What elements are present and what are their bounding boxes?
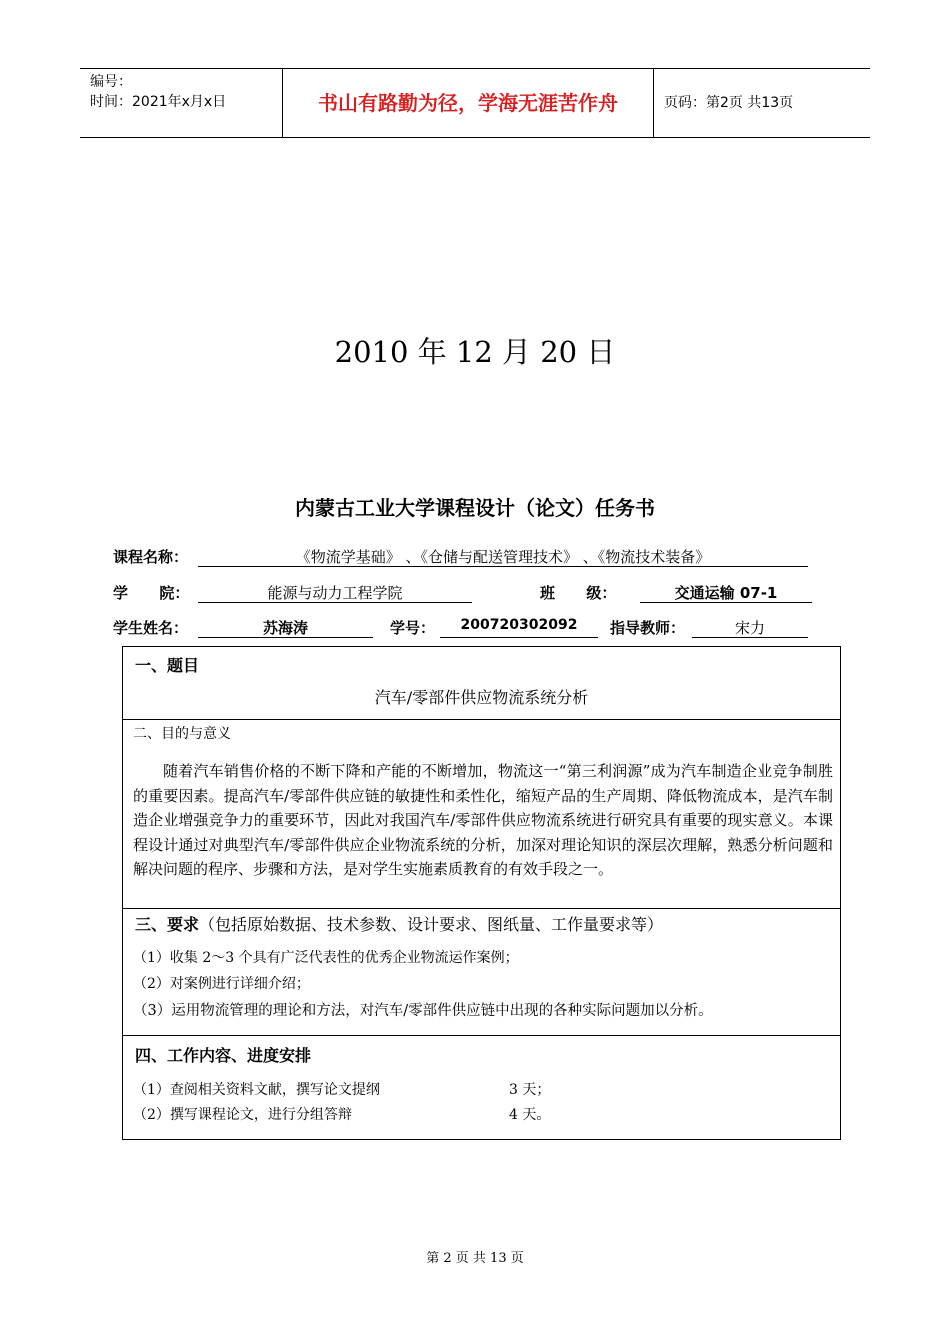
requirement-item: （3）运用物流管理的理论和方法，对汽车/零部件供应链中出现的各种实际问题加以分析。 [133, 1003, 713, 1019]
document-title: 内蒙古工业大学课程设计（论文）任务书 [295, 496, 655, 520]
divider [123, 1035, 840, 1036]
schedule-days: 3 天； [509, 1082, 551, 1098]
date-line: 2010 年 12 月 20 日 [334, 335, 616, 369]
requirement-item: （2）对案例进行详细介绍； [133, 976, 310, 992]
student-id-label: 学号： [390, 619, 436, 637]
class-value: 交通运输 07-1 [640, 582, 812, 603]
section-1-title: 一、题目 [135, 656, 200, 675]
page-header [80, 68, 870, 138]
student-value: 苏海涛 [198, 617, 373, 638]
time-label: 时间：2021年x月x日 [90, 94, 227, 110]
divider [123, 719, 840, 720]
class-label: 班 级： [540, 584, 617, 602]
college-label: 学 院： [113, 584, 190, 602]
divider [123, 908, 840, 909]
student-id-value: 200720302092 [440, 617, 598, 638]
section-3-title-bold: 三、要求 [135, 915, 200, 934]
number-label: 编号： [90, 74, 132, 90]
teacher-value: 宋力 [692, 617, 808, 638]
header-page-label: 页码：第2页 共13页 [664, 95, 794, 111]
teacher-label: 指导教师： [610, 619, 686, 637]
course-label: 课程名称： [113, 548, 189, 566]
purpose-paragraph: 随着汽车销售价格的不断下降和产能的不断增加，物流这一“第三利润源”成为汽车制造企业竞争制胜的重要因素。提高汽车/零部件供应链的敏捷性和柔性化，缩短产品的生产周期、降低物流成本，是汽车制造企业增强竞争力的重要环节，因此对我国汽车/零部件供应物流系统进行研究具有重要的现实意义。本课程设计通过对典型汽车/零部件供应企业物流系统的分析，加深对理论知识的深层次理解，熟悉分析问题和解决问题的程序、步骤和方法，是对学生实施素质教育的有效手段之一。 [133, 762, 833, 878]
requirement-item: （1）收集 2～3 个具有广泛代表性的优秀企业物流运作案例； [133, 950, 519, 966]
schedule-task: （1）查阅相关资料文献，撰写论文提纲 [133, 1082, 380, 1098]
college-value: 能源与动力工程学院 [198, 582, 472, 603]
page-footer: 第 2 页 共 13 页 [426, 1251, 524, 1266]
course-value: 《物流学基础》 、《仓储与配送管理技术》 、《物流技术装备》 [198, 546, 808, 567]
schedule-days: 4 天。 [509, 1107, 551, 1123]
section-3-title-note: （包括原始数据、技术参数、设计要求、图纸量、工作量要求等） [199, 915, 664, 934]
section-2-title: 二、目的与意义 [133, 726, 231, 742]
section-3-title [135, 912, 663, 935]
task-table [122, 646, 841, 1140]
header-meta-cell [80, 69, 283, 137]
section-4-title: 四、工作内容、进度安排 [135, 1046, 312, 1065]
student-label: 学生姓名： [113, 619, 189, 637]
topic-text: 汽车/零部件供应物流系统分析 [374, 688, 589, 707]
schedule-task: （2）撰写课程论文，进行分组答辩 [133, 1107, 352, 1123]
header-motto: 书山有路勤为径，学海无涯苦作舟 [283, 69, 654, 137]
